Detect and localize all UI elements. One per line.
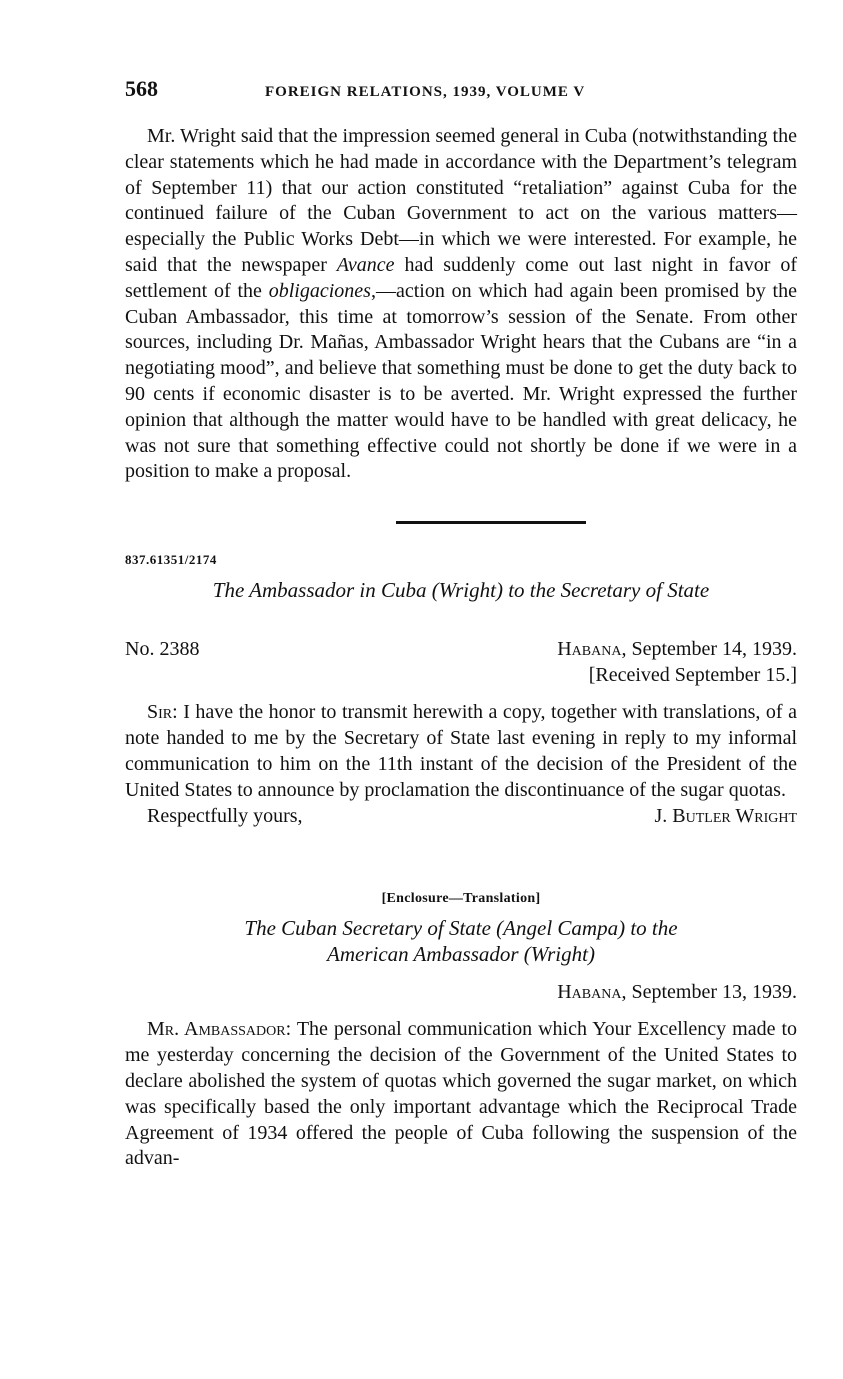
closing: Respectfully yours,: [147, 805, 303, 828]
file-number: 837.61351/2174: [125, 552, 217, 568]
salutation: Sir: [147, 701, 173, 724]
obligaciones-term: obligaciones: [268, 279, 371, 302]
dateline-place: Habana: [557, 638, 622, 661]
signature: J. Butler Wright: [654, 805, 797, 828]
body-text: had suddenly come out last night in favor of settlement of the: [125, 253, 797, 302]
body-text: Mr. Wright said that the impression seemed general in Cuba (notwithstanding the clear statements which he had made in accordance with the Department’s telegram of September 11) that our action constituted “retaliation” against Cuba for the continued failure of the Cuban Government to act on the various matters—especially the Public Works Debt—in which we were interested. For example, he said that the newspaper: [125, 125, 797, 276]
letter-paragraph: Sir: I have the honor to transmit herewith a copy, together with translations, of a note handed to me by the Secretary of State last evening in reply to my informal communication to him on the 11th instant of the decision of the President of the United States to announce by proclamation the discontinuance of the sugar quotas.: [125, 701, 797, 801]
page-number: 568: [125, 76, 158, 101]
enclosure-dateline: Habana, September 13, 1939.: [557, 981, 797, 1004]
enclosure-text: The personal communication which Your Excellency made to me yesterday concerning the decision of the Government of the United States to declare abolished the system of quotas which governed the sugar market, on which was specifically based the only important advantage which the Reciprocal Trade Agreement of 1934 offered the people of Cuba following the suspension of the advan-: [125, 1018, 798, 1170]
section-divider: [396, 521, 586, 524]
document-title: The Ambassador in Cuba (Wright) to the Secretary of State: [212, 578, 710, 603]
dateline: [557, 636, 797, 662]
enclosure-salutation: Mr. Ambassador: [147, 1018, 286, 1041]
received-note: [Received September 15.]: [588, 664, 797, 687]
newspaper-name: Avance: [336, 253, 395, 276]
signoff-row: [125, 803, 797, 829]
despatch-number: No. 2388: [125, 638, 200, 661]
dateline-date: , September 14, 1939.: [621, 638, 797, 661]
document-page: [125, 76, 797, 1172]
running-head: FOREIGN RELATIONS, 1939, VOLUME V: [265, 84, 586, 100]
letter-text: I have the honor to transmit herewith a copy, together with translations, of a note handed to me by the Secretary of State last evening in reply to my informal communication to him on the 11th instant of the decision of the President of the United States to announce by proclamation the discontinuance of the sugar quotas.: [125, 701, 797, 801]
enclosure-label: [Enclosure—Translation]: [381, 891, 541, 907]
body-paragraph: [125, 124, 797, 485]
page-header: [125, 76, 797, 106]
dateline-row: [125, 636, 797, 662]
body-text: ,—action on which had again been promised by the Cuban Ambassador, this time at tomorrow’s session of the Senate. From other sources, including Dr. Mañas, Ambassador Wright hears that the Cubans are “in a negotiating mood”, and believe that something must be done to get the duty back to 90 cents if economic disaster is to be averted. Mr. Wright expressed the further opinion that although the matter would have to be handled with great delicacy, he was not sure that something effective could not shortly be done if we were in a position to make a proposal.: [125, 279, 797, 483]
enclosure-paragraph: Mr. Ambassador: The personal communication which Your Excellency made to me yesterday concerning the decision of the Government of the United States to declare abolished the system of quotas which governed the sugar market, on which was specifically based the only important advantage which the Reciprocal Trade Agreement of 1934 offered the people of Cuba following the suspension of the advan-: [125, 1018, 798, 1170]
enclosure-title: The Cuban Secretary of State (Angel Campa) to the American Ambassador (Wright): [244, 916, 678, 967]
